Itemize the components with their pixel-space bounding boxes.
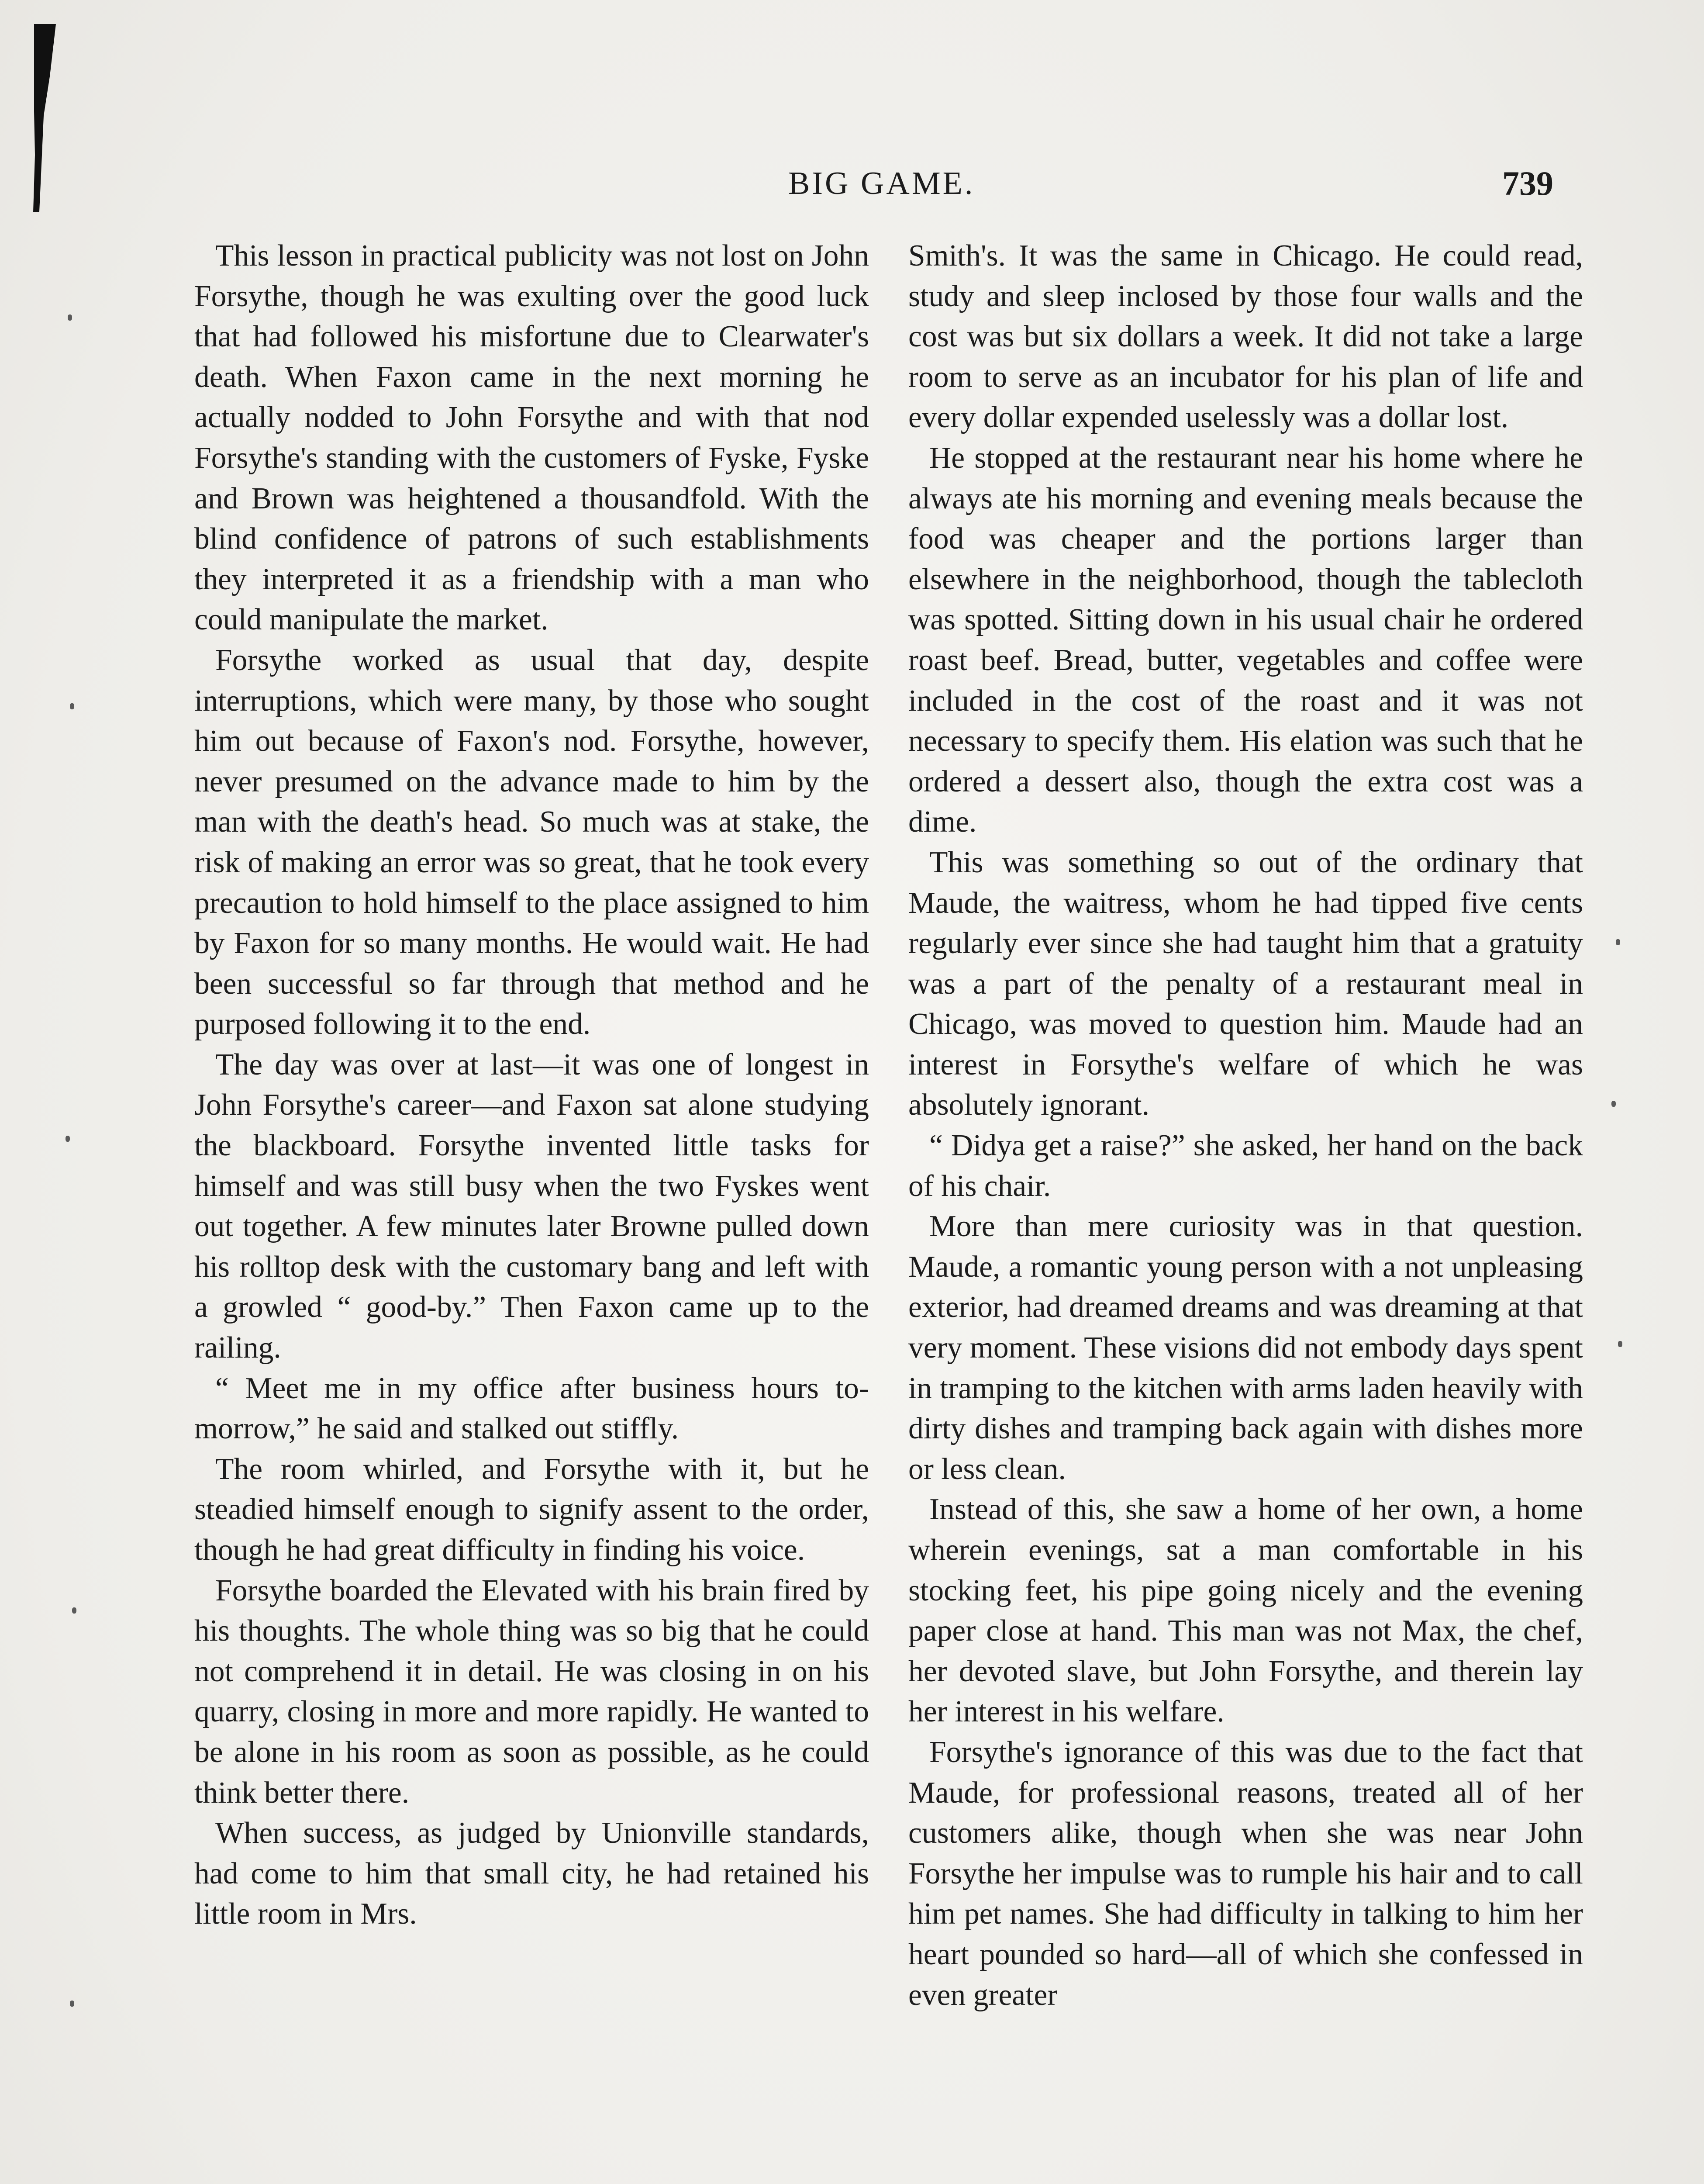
paragraph: The day was over at last—it was one of longest in John Forsythe's career—and Faxon sat alone studying the blackboard. Forsythe invented little tasks for himself and was still busy when the two Fyskes went out together. A few minutes later Browne pulled down his rolltop desk with the customary bang and left with a growled “ good-by.” Then Faxon came up to the railing.	[194, 1047, 869, 1365]
paragraph: Forsythe worked as usual that day, despite interruptions, which were many, by those who sought him out because of Faxon's nod. Forsythe, however, never presumed on the advance made to him by the man with the death's head. So much was at stake, the risk of making an error was so great, that he took every precaution to hold himself to the place assigned to him by Faxon for so many months. He would wait. He had been successful so far through that method and he purposed following it to the end.	[194, 643, 869, 1041]
paragraph: This was something so out of the ordinary that Maude, the waitress, whom he had tipped five cents regularly ever since she had taught him that a gratuity was a part of the penalty of a restaurant meal in Chicago, was moved to question him. Maude had an interest in Forsythe's welfare of which he was absolutely ignorant.	[908, 845, 1583, 1122]
paragraph: Instead of this, she saw a home of her own, a home wherein evenings, sat a man comfortable in his stocking feet, his pipe going nicely and the evening paper close at hand. This man was not Max, the chef, her devoted slave, but John Forsythe, and therein lay her interest in his welfare.	[908, 1493, 1583, 1729]
print-speck	[66, 1136, 70, 1142]
paragraph: “ Meet me in my office after business hours to-morrow,” he said and stalked out stiffly.	[194, 1371, 869, 1446]
paragraph: Smith's. It was the same in Chicago. He could read, study and sleep inclosed by those four walls and the cost was but six dollars a week. It did not take a large room to serve as an incubator for his plan of life and every dollar expended uselessly was a dollar lost.	[908, 239, 1583, 435]
print-speck	[1618, 1341, 1622, 1347]
print-speck	[70, 2001, 74, 2007]
paragraph: Forsythe's ignorance of this was due to the fact that Maude, for professional reasons, treated all of her customers alike, though when she was near John Forsythe her impulse was to rumple his hair and to call him pet names. She had difficulty in talking to him her heart pounded so hard—all of which she confessed in even greater	[908, 1735, 1583, 2012]
paragraph: Forsythe boarded the Elevated with his brain fired by his thoughts. The whole thing was so big that he could not comprehend it in detail. He was closing in on his quarry, closing in more and more rapidly. He wanted to be alone in his room as soon as possible, as he could think better there.	[194, 1573, 869, 1810]
paragraph: He stopped at the restaurant near his home where he always ate his morning and evening meals because the food was cheaper and the portions larger than elsewhere in the neighborhood, though the tablecloth was spotted. Sitting down in his usual chair he ordered roast beef. Bread, butter, vegetables and coffee were included in the cost of the roast and it was not necessary to specify them. His elation was such that he ordered a dessert also, though the extra cost was a dime.	[908, 441, 1583, 839]
left-text-column	[194, 236, 869, 1935]
print-speck	[1616, 939, 1620, 945]
paragraph: More than mere curiosity was in that question. Maude, a romantic young person with a not unpleasing exterior, had dreamed dreams and was dreaming at that very moment. These visions did not embody days spent in tramping to the kitchen with arms laden heavily with dirty dishes and tramping back again with dishes more or less clean.	[908, 1209, 1583, 1486]
print-speck	[72, 1607, 76, 1614]
page-header-title: BIG GAME.	[788, 166, 975, 201]
paragraph: The room whirled, and Forsythe with it, but he steadied himself enough to signify assent to the order, though he had great difficulty in finding his voice.	[194, 1452, 869, 1567]
page-number: 739	[1502, 164, 1553, 202]
print-speck	[1611, 1101, 1616, 1107]
paragraph: This lesson in practical publicity was not lost on John Forsythe, though he was exulting over the good luck that had followed his misfortune due to Clearwater's death. When Faxon came in the next morning he actually nodded to John Forsythe and with that nod Forsythe's standing with the customers of Fyske, Fyske and Brown was heightened a thousandfold. With the blind confidence of patrons of such establishments they interpreted it as a friendship with a man who could manipulate the market.	[194, 239, 869, 637]
running-head	[0, 164, 1704, 203]
print-speck	[68, 314, 72, 321]
paragraph: “ Didya get a raise?” she asked, her hand on the back of his chair.	[908, 1129, 1583, 1203]
print-speck	[70, 703, 74, 709]
paragraph: When success, as judged by Unionville standards, had come to him that small city, he had retained his little room in Mrs.	[194, 1816, 869, 1931]
right-text-column	[908, 236, 1583, 2015]
